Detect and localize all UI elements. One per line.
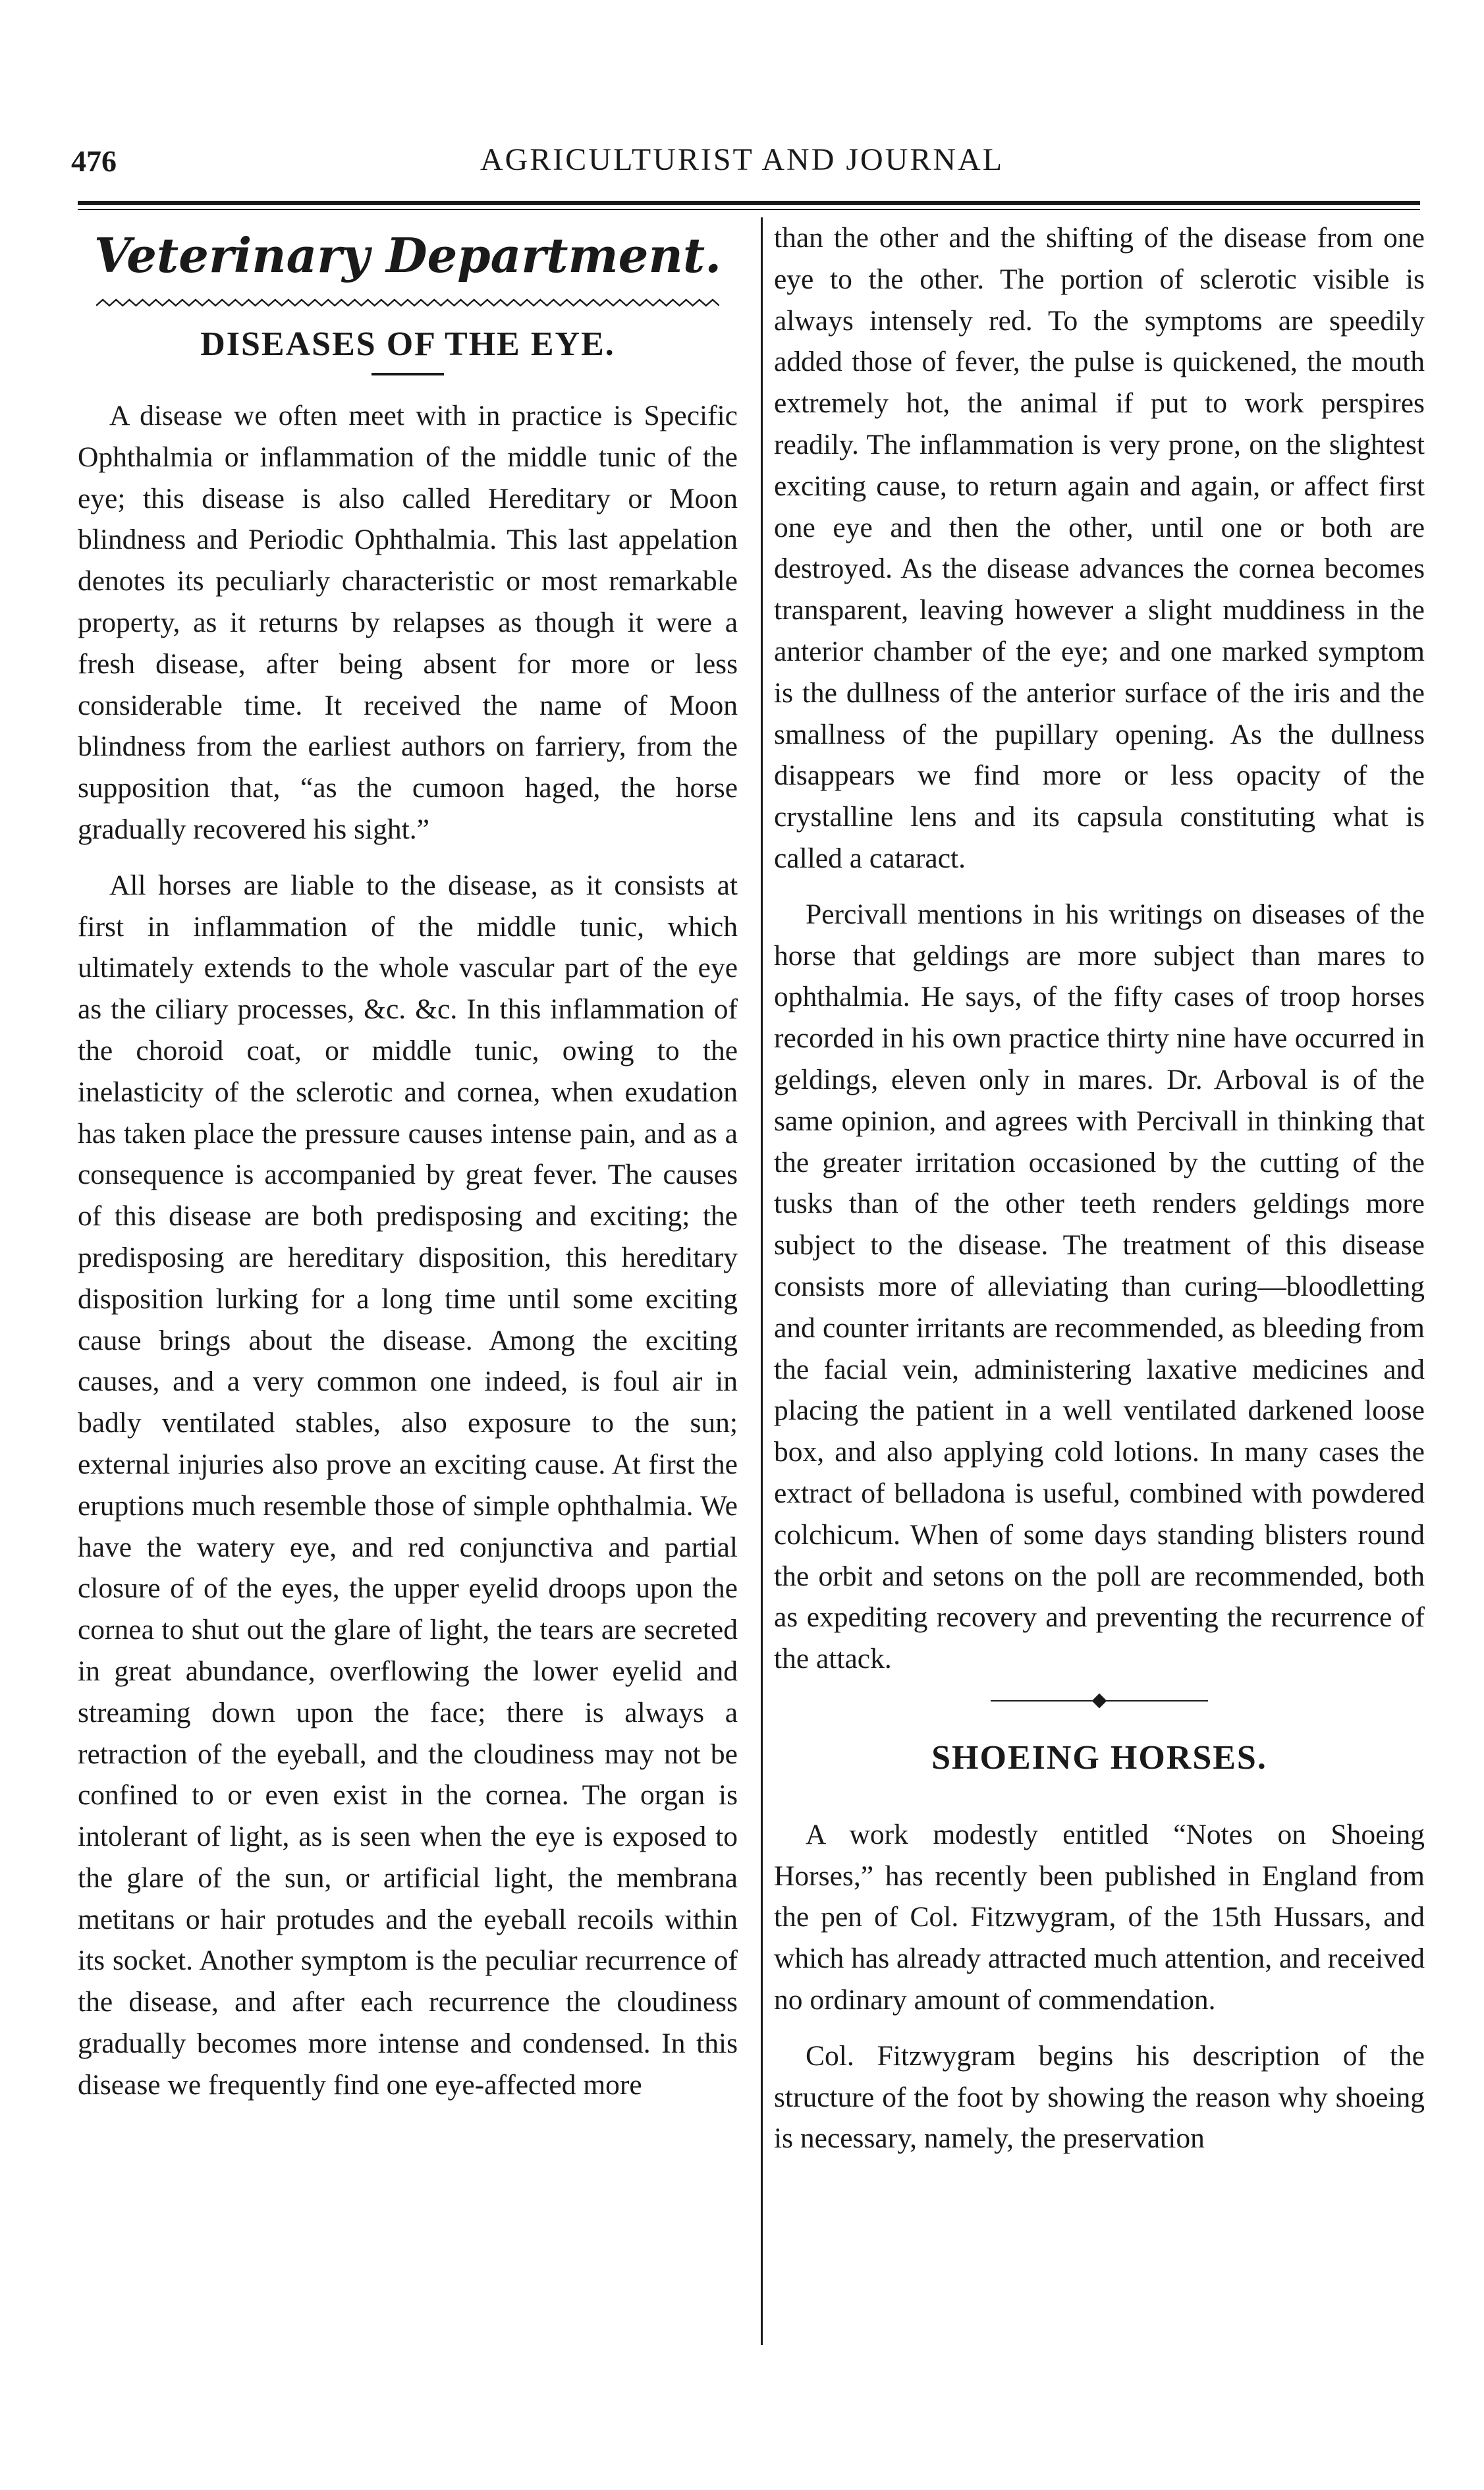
article-paragraph: A work modestly entitled “Notes on Shoeing Horses,” has recently been published in England from the pen of Col. Fitzwygram, of the 15th Hussars, and which has already attracted much attention, and received no ordinary amount of commendation. [774, 1818, 1425, 2016]
header-rule-thick [78, 201, 1420, 205]
section-separator [991, 1694, 1208, 1707]
page-number: 476 [71, 144, 117, 178]
article-paragraph-continued: than the other and the shifting of the disease from one eye to the other. The portion of sclerotic visible is always intensely red. To the symptoms are speedily added those of fever, the pulse is quickened, the mouth extremely hot, the animal if put to work perspires readily. The inflammation is very prone, on the slightest exciting cause, to return again and again, or affect first one eye and then the other, until one or both are destroyed. As the disease advances the cornea becomes transparent, leaving however a slight muddiness in the anterior chamber of the eye; and one marked symptom is the dullness of the anterior surface of the iris and the smallness of the pupillary opening. As the dullness disappears we find more or less opacity of the crystalline lens and its capsula constituting what is called a cataract. [774, 222, 1425, 874]
running-head: AGRICULTURIST AND JOURNAL [480, 142, 1004, 177]
title-underline [371, 373, 444, 375]
article-paragraph: Percivall mentions in his writings on diseases of the horse that geldings are more subject than mares to ophthalmia. He says, of the fifty cases of troop horses recorded in his own practice thirty nine have occurred in geldings, eleven only in mares. Dr. Arboval is of the same opinion, and agrees with Percivall in thinking that the greater irritation occasioned by the cutting of the tusks than of the other teeth renders geldings more subject to the disease. The treatment of this disease consists more of alleviating than curing—bloodletting and counter irritants are recommended, as bleeding from the facial vein, administering laxative medicines and placing the patient in a well ventilated darkened loose box, and also applying cold lotions. In many cases the extract of belladona is useful, combined with powdered colchicum. When of some days standing blisters round the orbit and setons on the poll are recommended, both as expediting recovery and preventing the recurrence of the attack. [774, 898, 1425, 1675]
header-rule-thin [78, 209, 1420, 210]
right-column [774, 217, 1425, 2159]
article-paragraph: Col. Fitzwygram begins his description of the structure of the foot by showing the reason why shoeing is necessary, namely, the preservation [774, 2039, 1425, 2155]
article-title-shoeing-horses: SHOEING HORSES. [931, 1738, 1267, 1777]
decorative-wavy-rule [96, 298, 719, 314]
column-divider [761, 217, 763, 2345]
left-column [78, 217, 738, 2106]
article-title-diseases-of-the-eye: DISEASES OF THE EYE. [200, 325, 615, 363]
separator-dot [1092, 1694, 1107, 1709]
section-heading: Veterinary Department. [94, 227, 722, 283]
article-paragraph: A disease we often meet with in practice is Specific Ophthalmia or inflammation of the middle tunic of the eye; this disease is also called Hereditary or Moon blindness and Periodic Ophthalmia. This last appelation denotes its peculiarly characteristic or most remarkable property, as it returns by relapses as though it were a fresh disease, after being absent for more or less considerable time. It received the name of Moon blindness from the earliest authors on farriery, from the supposition that, “as the cumoon haged, the horse gradually recovered his sight.” [78, 400, 738, 845]
article-paragraph: All horses are liable to the disease, as it consists at first in inflammation of the middle tunic, which ultimately extends to the whole vascular part of the eye as the ciliary processes, &c. &c. In this inflammation of the choroid coat, or middle tunic, owing to the inelasticity of the sclerotic and cornea, when exudation has taken place the pressure causes intense pain, and as a consequence is accompanied by great fever. The causes of this disease are both predisposing and exciting; the predisposing are hereditary disposition, this hereditary disposition lurking for a long time until some exciting cause brings about the disease. Among the exciting causes, and a very common one indeed, is foul air in badly ventilated stables, also exposure to the sun; external injuries also prove an exciting cause. At first the eruptions much resemble those of simple ophthalmia. We have the watery eye, and red conjunctiva and partial closure of of the eyes, the upper eyelid droops upon the cornea to shut out the glare of light, the tears are secreted in great abundance, overflowing the lower eyelid and streaming down upon the face; there is always a retraction of the eyeball, and the cloudiness may not be confined to or even exist in the cornea. The organ is intolerant of light, as is seen when the eye is exposed to the glare of the sun, or artificial light, the membrana metitans or hair protudes and the eyeball recoils within its socket. Another symptom is the peculiar recurrence of the disease, and after each recurrence the cloudiness gradually becomes more intense and condensed. In this disease we frequently find one eye-affected more [78, 869, 738, 2101]
